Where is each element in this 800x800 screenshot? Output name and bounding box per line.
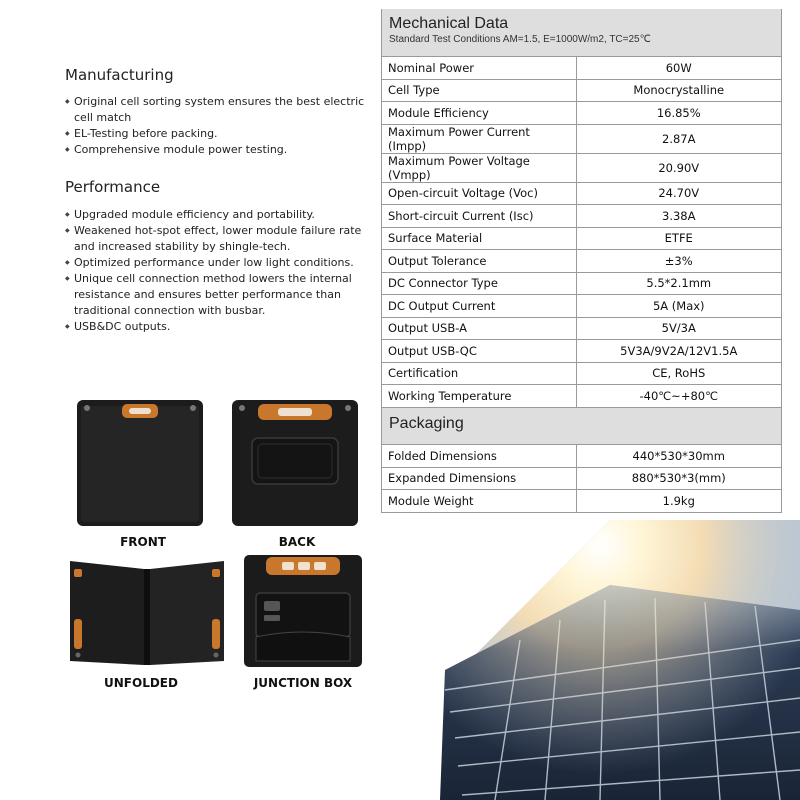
junction-box-caption: JUNCTION BOX [253,676,353,690]
back-panel-image [230,398,360,528]
spec-value: CE, RoHS [576,362,781,385]
table-row [382,340,781,363]
packaging-header [382,407,781,444]
list-item: ◆ Unique cell connection method lowers the internal resistance and ensures better performance than traditional connection with busbar. [65,271,365,319]
table-row [382,153,781,182]
packaging-table [382,444,781,512]
list-item: ◆ Weakened hot-spot effect, lower module failure rate and increased stability by shingle-tech. [65,223,365,255]
spec-value: 880*530*3(mm) [576,467,781,490]
spec-label: Working Temperature [382,385,576,408]
spec-value: 60W [576,57,781,80]
spec-value: 5V/3A [576,317,781,340]
table-row [382,182,781,205]
spec-value: -40℃~+80℃ [576,385,781,408]
table-row [382,467,781,490]
spec-value: ETFE [576,227,781,250]
spec-table [381,9,782,513]
table-row [382,124,781,153]
manufacturing-title: Manufacturing [65,66,174,84]
manufacturing-list [65,94,365,158]
table-row [382,79,781,102]
front-panel-image [75,398,205,528]
table-row [382,295,781,318]
spec-label: Module Weight [382,490,576,513]
spec-label: Folded Dimensions [382,445,576,468]
spec-label: Cell Type [382,79,576,102]
table-row [382,102,781,125]
mechanical-header [382,9,781,56]
list-item: ◆ Original cell sorting system ensures the best electric cell match [65,94,365,126]
back-caption: BACK [278,535,316,549]
list-item: ◆ Optimized performance under low light conditions. [65,255,365,271]
spec-value: 5.5*2.1mm [576,272,781,295]
table-row [382,57,781,80]
spec-value: 5V3A/9V2A/12V1.5A [576,340,781,363]
spec-value: 440*530*30mm [576,445,781,468]
packaging-title: Packaging [389,415,464,432]
spec-value: 5A (Max) [576,295,781,318]
spec-label: DC Connector Type [382,272,576,295]
spec-label: Open-circuit Voltage (Voc) [382,182,576,205]
performance-title: Performance [65,178,161,196]
table-row [382,272,781,295]
unfolded-panel-image [66,555,228,667]
front-caption: FRONT [120,535,166,549]
list-item: ◆ EL-Testing before packing. [65,126,365,142]
table-row [382,205,781,228]
list-item: ◆ USB&DC outputs. [65,319,365,335]
spec-label: Maximum Power Current (Impp) [382,124,576,153]
spec-label: Short-circuit Current (Isc) [382,205,576,228]
spec-label: Expanded Dimensions [382,467,576,490]
spec-value: ±3% [576,250,781,273]
spec-value: 24.70V [576,182,781,205]
list-item: ◆ Comprehensive module power testing. [65,142,365,158]
table-row [382,445,781,468]
spec-label: Maximum Power Voltage (Vmpp) [382,153,576,182]
spec-label: DC Output Current [382,295,576,318]
spec-label: Certification [382,362,576,385]
mechanical-title: Mechanical Data [389,15,509,32]
spec-value: 2.87A [576,124,781,153]
spec-label: Module Efficiency [382,102,576,125]
spec-label: Output USB-A [382,317,576,340]
unfolded-caption: UNFOLDED [104,676,178,690]
spec-label: Surface Material [382,227,576,250]
spec-value: 1.9kg [576,490,781,513]
spec-value: 3.38A [576,205,781,228]
spec-value: 16.85% [576,102,781,125]
table-row [382,250,781,273]
table-row [382,227,781,250]
mechanical-data-table [382,56,781,407]
list-item: ◆ Upgraded module efficiency and portability. [65,207,365,223]
table-row [382,490,781,513]
performance-list [65,207,365,335]
mechanical-subtitle: Standard Test Conditions AM=1.5, E=1000W/m2, TC=25℃ [389,34,651,45]
spec-value: Monocrystalline [576,79,781,102]
spec-label: Output USB-QC [382,340,576,363]
spec-label: Output Tolerance [382,250,576,273]
spec-label: Nominal Power [382,57,576,80]
spec-value: 20.90V [576,153,781,182]
junction-box-image [242,553,364,669]
table-row [382,317,781,340]
table-row [382,362,781,385]
table-row [382,385,781,408]
